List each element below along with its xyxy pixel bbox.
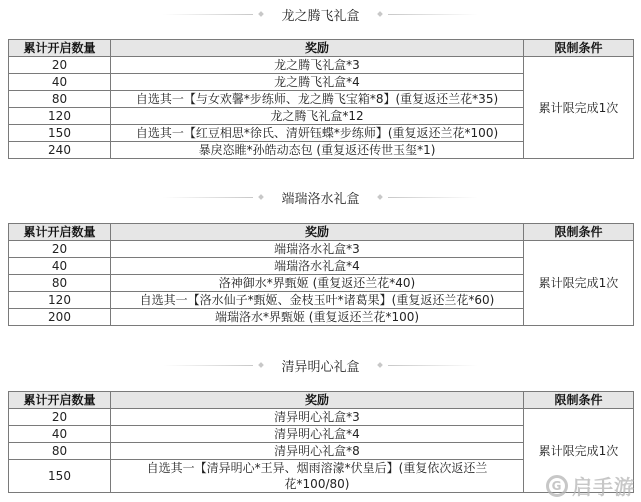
header-reward: 奖励 [111, 392, 524, 409]
count-cell: 80 [9, 91, 111, 108]
reward-cell: 龙之腾飞礼盒*4 [111, 74, 524, 91]
section-title-text: 清异明心礼盒 [281, 359, 360, 375]
count-cell: 240 [9, 142, 111, 159]
header-count: 累计开启数量 [9, 392, 111, 409]
count-cell: 200 [9, 309, 111, 326]
table-header-row [9, 392, 634, 409]
header-limit: 限制条件 [524, 224, 634, 241]
count-cell: 20 [9, 57, 111, 74]
count-cell: 20 [9, 241, 111, 258]
title-divider-right [388, 14, 478, 15]
title-divider-right [388, 365, 478, 366]
title-divider-dot [259, 194, 265, 200]
section-title-text: 端瑞洛水礼盒 [281, 191, 360, 207]
reward-cell: 自选其一【清异明心*王异、烟雨溶濛*伏皇后】(重复依次返还兰花*100/80) [111, 460, 524, 493]
count-cell: 80 [9, 275, 111, 292]
header-limit: 限制条件 [524, 40, 634, 57]
title-divider-dot [259, 11, 265, 17]
title-divider-left [163, 14, 253, 15]
watermark-logo-icon: G [546, 475, 568, 497]
watermark [546, 471, 635, 500]
title-divider-right [388, 197, 478, 198]
reward-cell: 端瑞洛水礼盒*4 [111, 258, 524, 275]
reward-cell: 自选其一【红豆相思*徐氏、清妍钰蝶*步练师】(重复返还兰花*100) [111, 125, 524, 142]
reward-table-qingyi [8, 391, 634, 493]
count-cell: 150 [9, 460, 111, 493]
count-cell: 80 [9, 443, 111, 460]
table-row [9, 57, 634, 74]
count-cell: 120 [9, 108, 111, 125]
reward-table-duanrui [8, 223, 634, 326]
title-divider-left [163, 197, 253, 198]
table-header-row [9, 224, 634, 241]
limit-cell: 累计限完成1次 [524, 57, 634, 159]
table-row [9, 241, 634, 258]
reward-cell: 洛神御水*界甄姬 (重复返还兰花*40) [111, 275, 524, 292]
title-divider-dot [377, 194, 383, 200]
title-divider-dot [377, 362, 383, 368]
section-title-text: 龙之腾飞礼盒 [281, 8, 360, 24]
reward-cell: 清异明心礼盒*3 [111, 409, 524, 426]
header-limit: 限制条件 [524, 392, 634, 409]
section-title-qingyi [0, 355, 641, 375]
title-divider-left [163, 365, 253, 366]
reward-table-longzhi [8, 39, 634, 159]
reward-cell: 端瑞洛水*界甄姬 (重复返还兰花*100) [111, 309, 524, 326]
reward-cell: 清异明心礼盒*8 [111, 443, 524, 460]
section-title-longzhi [0, 4, 641, 24]
header-reward: 奖励 [111, 224, 524, 241]
count-cell: 40 [9, 74, 111, 91]
reward-cell: 龙之腾飞礼盒*3 [111, 57, 524, 74]
table-row [9, 409, 634, 426]
reward-cell: 自选其一【与女欢馨*步练师、龙之腾飞宝箱*8】(重复返还兰花*35) [111, 91, 524, 108]
section-title-duanrui [0, 187, 641, 207]
reward-cell: 端瑞洛水礼盒*3 [111, 241, 524, 258]
limit-cell: 累计限完成1次 [524, 409, 634, 493]
reward-cell: 清异明心礼盒*4 [111, 426, 524, 443]
count-cell: 150 [9, 125, 111, 142]
count-cell: 20 [9, 409, 111, 426]
watermark-text: 启手游 [572, 475, 635, 499]
header-count: 累计开启数量 [9, 40, 111, 57]
title-divider-dot [377, 11, 383, 17]
count-cell: 120 [9, 292, 111, 309]
title-divider-dot [259, 362, 265, 368]
limit-cell: 累计限完成1次 [524, 241, 634, 326]
reward-cell: 自选其一【洛水仙子*甄姬、金枝玉叶*诸葛果】(重复返还兰花*60) [111, 292, 524, 309]
header-reward: 奖励 [111, 40, 524, 57]
count-cell: 40 [9, 258, 111, 275]
header-count: 累计开启数量 [9, 224, 111, 241]
reward-cell: 龙之腾飞礼盒*12 [111, 108, 524, 125]
reward-cell: 暴戾恣睢*孙皓动态包 (重复返还传世玉玺*1) [111, 142, 524, 159]
count-cell: 40 [9, 426, 111, 443]
table-header-row [9, 40, 634, 57]
